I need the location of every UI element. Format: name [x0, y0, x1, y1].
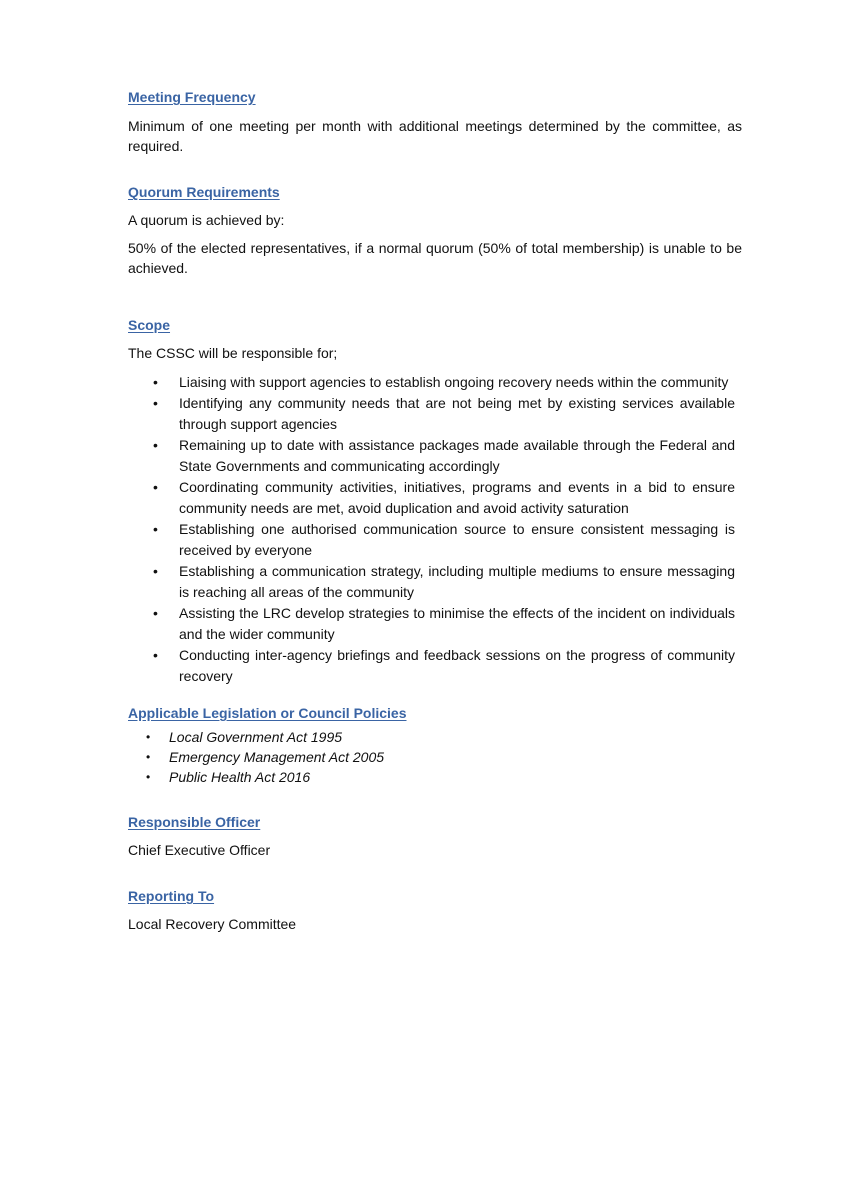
- list-item-text: Identifying any community needs that are not being met by existing services available through support agencies: [179, 395, 735, 432]
- responsible-officer-text: Chief Executive Officer: [128, 842, 271, 858]
- list-item: [128, 477, 735, 519]
- list-item: [128, 767, 742, 787]
- list-item: [128, 645, 735, 687]
- bullet-icon: •: [146, 750, 151, 764]
- meeting-frequency-text: Minimum of one meeting per month with additional meetings determined by the committee, as required.: [128, 118, 742, 154]
- legislation-heading: Applicable Legislation or Council Policies: [128, 705, 407, 721]
- bullet-icon: •: [153, 521, 158, 537]
- list-item-text: Remaining up to date with assistance packages made available through the Federal and State Governments and communicating accordingly: [179, 437, 735, 474]
- list-item-text: Establishing one authorised communication source to ensure consistent messaging is received by everyone: [179, 521, 735, 558]
- list-item-text: Emergency Management Act 2005: [169, 749, 385, 765]
- quorum-text: 50% of the elected representatives, if a normal quorum (50% of total membership) is unable to be achieved.: [128, 240, 742, 276]
- list-item-text: Coordinating community activities, initiatives, programs and events in a bid to ensure community needs are met, avoid duplication and avoid activity saturation: [179, 479, 735, 516]
- bullet-icon: •: [153, 437, 158, 453]
- bullet-icon: •: [146, 770, 151, 784]
- reporting-to-heading: Reporting To: [128, 888, 215, 904]
- list-item: [128, 747, 742, 767]
- bullet-icon: •: [153, 605, 158, 621]
- section-legislation: [128, 703, 742, 787]
- scope-intro: The CSSC will be responsible for;: [128, 345, 338, 361]
- bullet-icon: •: [153, 563, 158, 579]
- list-item: [128, 372, 735, 393]
- document-content: [128, 87, 742, 934]
- quorum-heading: Quorum Requirements: [128, 184, 280, 200]
- list-item-text: Conducting inter-agency briefings and feedback sessions on the progress of community recovery: [179, 647, 735, 684]
- meeting-frequency-heading: Meeting Frequency: [128, 89, 256, 105]
- quorum-intro: A quorum is achieved by:: [128, 212, 285, 228]
- list-item: [128, 561, 735, 603]
- bullet-icon: •: [153, 395, 158, 411]
- list-item-text: Public Health Act 2016: [169, 769, 311, 785]
- list-item-text: Liaising with support agencies to establish ongoing recovery needs within the community: [179, 374, 729, 390]
- section-reporting-to: [128, 886, 742, 934]
- bullet-icon: •: [153, 374, 158, 390]
- responsible-officer-heading: Responsible Officer: [128, 814, 261, 830]
- list-item-text: Assisting the LRC develop strategies to minimise the effects of the incident on individuals and the wider community: [179, 605, 735, 642]
- bullet-icon: •: [153, 647, 158, 663]
- list-item: [128, 727, 742, 747]
- legislation-list: [128, 727, 742, 787]
- list-item: [128, 435, 735, 477]
- section-responsible-officer: [128, 812, 742, 860]
- section-quorum: [128, 182, 742, 278]
- section-meeting-frequency: [128, 87, 742, 156]
- scope-list: [128, 372, 742, 687]
- list-item: [128, 519, 735, 561]
- list-item: [128, 603, 735, 645]
- list-item-text: Local Government Act 1995: [169, 729, 343, 745]
- section-scope: [128, 315, 742, 687]
- reporting-to-text: Local Recovery Committee: [128, 916, 297, 932]
- bullet-icon: •: [146, 730, 151, 744]
- list-item-text: Establishing a communication strategy, including multiple mediums to ensure messaging is reaching all areas of the community: [179, 563, 735, 600]
- bullet-icon: •: [153, 479, 158, 495]
- list-item: [128, 393, 735, 435]
- scope-heading: Scope: [128, 317, 171, 333]
